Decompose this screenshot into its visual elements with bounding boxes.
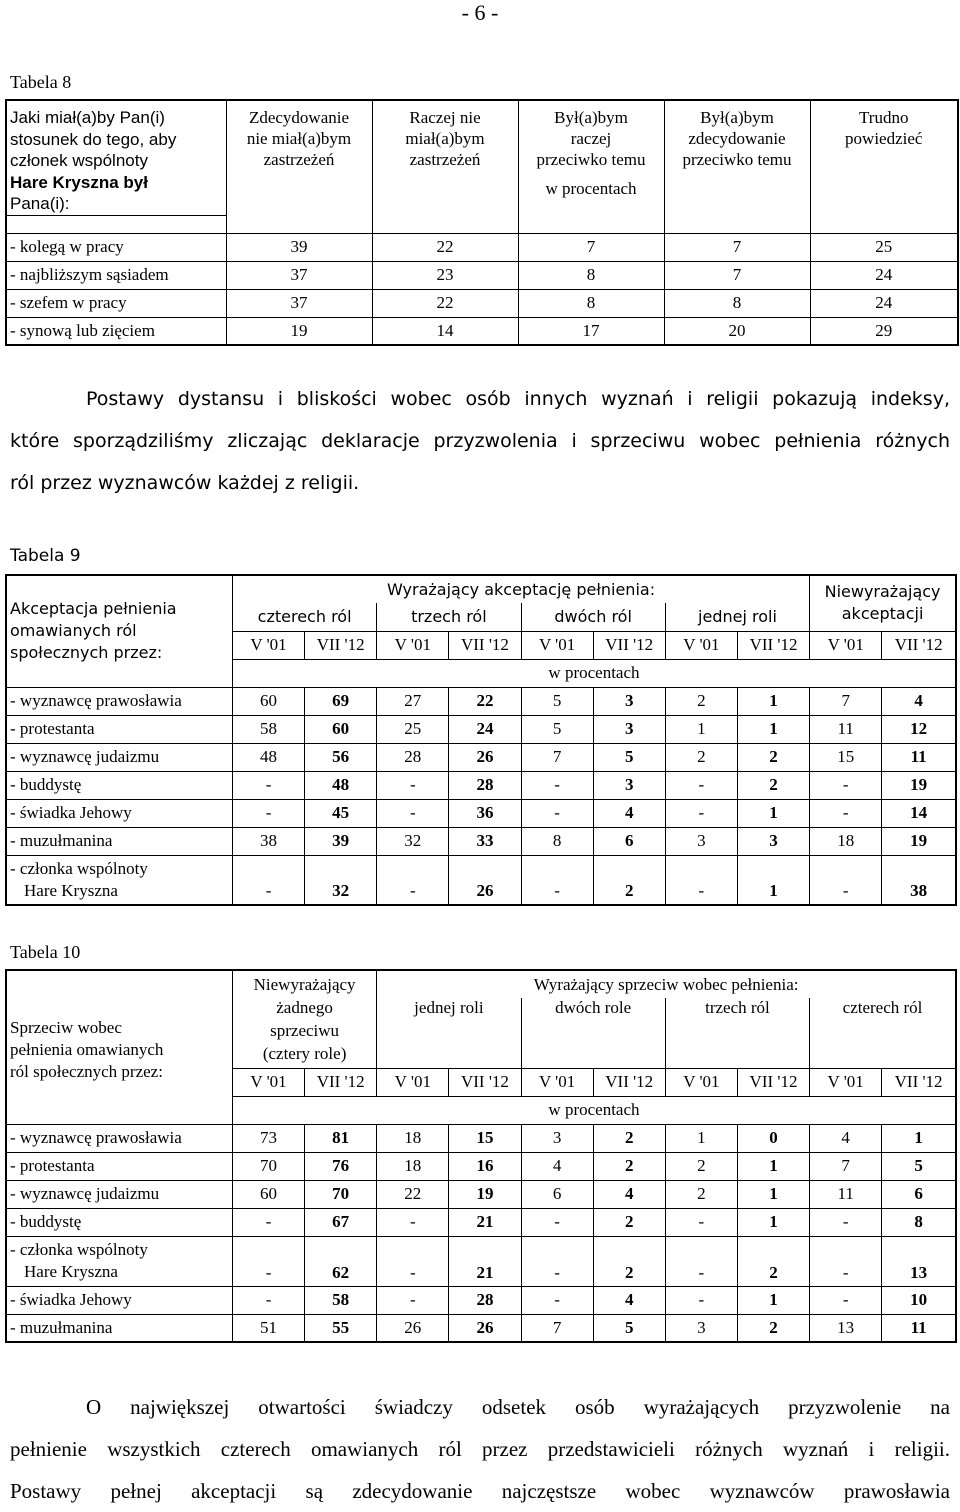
table-cell: 5: [593, 1314, 665, 1342]
table-cell: 24: [810, 289, 958, 317]
paragraph-2: O największej otwartości świadczy odsetek osób wyrażających przyzwolenie na pełnienie wszystkich czterech omawianych ról przez przedstawicieli różnych wyznań i religii. Postawy pełnej akceptacji są zdecydowanie najczęstsze wobec wyznawców prawosławia: [10, 1395, 950, 1503]
table-cell: 36: [449, 799, 521, 827]
table-cell: 21: [449, 1236, 521, 1286]
table-cell: 2: [593, 1152, 665, 1180]
wave-label: VII '12: [449, 1068, 521, 1096]
table-cell: 45: [305, 799, 377, 827]
table10-no-objection-header: Niewyrażający żadnego sprzeciwu (cztery role): [232, 970, 376, 1068]
table-row: [6, 233, 958, 261]
table-cell: 2: [593, 855, 665, 905]
table-row: [6, 1208, 956, 1236]
table10-unit: w procentach: [232, 1096, 956, 1124]
table-cell: -: [377, 1208, 449, 1236]
table-cell: -: [521, 1236, 593, 1286]
table-cell: - szefem w pracy: [6, 289, 226, 317]
table-cell: - wyznawcę judaizmu: [6, 743, 232, 771]
table9-subgroup: dwóch ról: [521, 603, 665, 631]
paragraph-1: Postawy dystansu i bliskości wobec osób innych wyznań i religii pokazują indeksy, które sporządziliśmy zliczając deklaracje przyzwolenia i sprzeciwu wobec pełnienia różnych ról przez wyznawców każdej z religii.: [10, 388, 950, 494]
wave-label: VII '12: [305, 631, 377, 659]
table-cell: 22: [449, 687, 521, 715]
table-cell: 60: [305, 715, 377, 743]
table-row: [6, 1314, 956, 1342]
table-cell: 22: [377, 1180, 449, 1208]
table8-col-header: Raczej nie miał(a)bym zastrzeżeń: [372, 100, 518, 215]
table-cell: - protestanta: [6, 1152, 232, 1180]
table-cell: 3: [737, 827, 809, 855]
table-cell: -: [521, 1286, 593, 1314]
table-cell: 58: [305, 1286, 377, 1314]
wave-label: VII '12: [593, 631, 665, 659]
wave-label: V '01: [377, 631, 449, 659]
wave-label: VII '12: [593, 1068, 665, 1096]
table-cell: 7: [664, 233, 810, 261]
table-cell: 2: [593, 1208, 665, 1236]
table10: [5, 969, 957, 1343]
table-cell: 70: [232, 1152, 304, 1180]
table10-question: Sprzeciw wobec pełnienia omawianych ról społecznych przez:: [6, 970, 232, 1124]
table-cell: -: [377, 1286, 449, 1314]
table8-caption: Tabela 8: [10, 72, 72, 92]
wave-label: VII '12: [882, 631, 956, 659]
table-cell: 32: [377, 827, 449, 855]
table10-group-header: Wyrażający sprzeciw wobec pełnienia:: [533, 974, 799, 994]
table-cell: 1: [737, 1152, 809, 1180]
table-cell: 1: [737, 715, 809, 743]
table-cell: 7: [521, 1314, 593, 1342]
table-cell: 2: [737, 771, 809, 799]
table-cell: 3: [593, 771, 665, 799]
table-cell: -: [665, 1286, 737, 1314]
table-cell: 38: [232, 827, 304, 855]
table-cell: 26: [449, 1314, 521, 1342]
table-cell: -: [665, 1208, 737, 1236]
table-row: [6, 1124, 956, 1152]
table-cell: 51: [232, 1314, 304, 1342]
table-cell: - najbliższym sąsiadem: [6, 261, 226, 289]
table-cell: 7: [810, 687, 882, 715]
table-cell: 2: [593, 1124, 665, 1152]
table-cell: 2: [737, 743, 809, 771]
table-cell: - muzułmanina: [6, 1314, 232, 1342]
table-cell: -: [521, 1208, 593, 1236]
table-cell: 8: [664, 289, 810, 317]
table-cell: 3: [665, 827, 737, 855]
table-cell: 22: [372, 233, 518, 261]
table-cell: 4: [593, 1286, 665, 1314]
table-cell: -: [810, 799, 882, 827]
table-cell: -: [665, 1236, 737, 1286]
wave-label: V '01: [665, 1068, 737, 1096]
table-cell: 11: [810, 1180, 882, 1208]
table8-unit: w procentach: [545, 179, 637, 198]
table-row: [6, 1152, 956, 1180]
table-cell: 1: [737, 1286, 809, 1314]
table-cell: 70: [305, 1180, 377, 1208]
table-cell: 3: [521, 1124, 593, 1152]
table-cell: 29: [875, 320, 893, 340]
table-cell: - muzułmanina: [6, 827, 232, 855]
table9-caption: Tabela 9: [10, 546, 81, 566]
table-cell: 14: [882, 799, 956, 827]
table9-subgroup: trzech ról: [377, 603, 521, 631]
table-cell: 4: [882, 687, 956, 715]
table-cell: 37: [226, 261, 372, 289]
table-cell: 0: [737, 1124, 809, 1152]
table-cell: 39: [305, 827, 377, 855]
table10-caption: Tabela 10: [10, 942, 81, 962]
table-cell: 1: [737, 799, 809, 827]
table-cell: 18: [377, 1124, 449, 1152]
table-cell: 15: [449, 1124, 521, 1152]
table-cell: 3: [665, 1314, 737, 1342]
table-cell: 38: [910, 881, 928, 900]
table-cell: 11: [910, 1317, 927, 1337]
table-cell: 1: [737, 1180, 809, 1208]
table-cell: 60: [232, 687, 304, 715]
table-cell: 11: [882, 743, 956, 771]
table-row: [6, 317, 958, 345]
table-cell: 19: [882, 827, 956, 855]
table-cell: 27: [377, 687, 449, 715]
table10-subgroup: dwóch role: [521, 998, 665, 1068]
table-cell: 8: [518, 289, 664, 317]
table-row: [6, 771, 956, 799]
table-cell: 2: [593, 1236, 665, 1286]
table-cell: 33: [449, 827, 521, 855]
table-cell: -: [810, 1236, 882, 1286]
table-cell: -: [521, 771, 593, 799]
table-cell: 20: [664, 317, 810, 345]
table-cell: 7: [518, 233, 664, 261]
table-cell: 4: [593, 799, 665, 827]
table-cell: 19: [449, 1180, 521, 1208]
table-cell: -: [377, 771, 449, 799]
table-cell: 2: [737, 1314, 809, 1342]
table9-subgroup: jednej roli: [665, 603, 809, 631]
table-cell: 1: [882, 1124, 956, 1152]
table8-col-header: Zdecydowanie nie miał(a)bym zastrzeżeń: [226, 100, 372, 215]
table-cell: -: [232, 1208, 304, 1236]
table-cell: -: [232, 771, 304, 799]
table-cell: 1: [665, 1124, 737, 1152]
table-cell: 39: [226, 233, 372, 261]
table-cell: -: [521, 855, 593, 905]
table-cell: 1: [737, 687, 809, 715]
table10-subgroup: czterech ról: [842, 998, 923, 1017]
table-cell: 6: [521, 1180, 593, 1208]
table-cell: 5: [882, 1152, 956, 1180]
table-cell: 16: [449, 1152, 521, 1180]
table-cell: 3: [593, 715, 665, 743]
table-cell: 37: [226, 289, 372, 317]
table9-no-accept-header: Niewyrażający akceptacji: [824, 582, 941, 624]
table-cell: 8: [518, 261, 664, 289]
table-row: [6, 743, 956, 771]
table-row: [6, 1286, 956, 1314]
table-cell: 25: [377, 715, 449, 743]
table-cell: 56: [305, 743, 377, 771]
table-cell: 22: [372, 289, 518, 317]
table-cell: 28: [449, 1286, 521, 1314]
table-cell: 12: [882, 715, 956, 743]
table-row: [6, 687, 956, 715]
table-cell: 11: [810, 715, 882, 743]
table-cell: 2: [665, 687, 737, 715]
wave-label: VII '12: [737, 1068, 809, 1096]
wave-label: VII '12: [449, 631, 521, 659]
wave-label: VII '12: [737, 631, 809, 659]
table-cell: -: [810, 1208, 882, 1236]
table-cell: 2: [665, 1152, 737, 1180]
table-cell: 3: [593, 687, 665, 715]
table-cell: - wyznawcę prawosławia: [6, 1124, 232, 1152]
table-cell: 10: [882, 1286, 956, 1314]
table-cell: - świadka Jehowy: [6, 799, 232, 827]
wave-label: V '01: [521, 1068, 593, 1096]
table-cell: - świadka Jehowy: [6, 1286, 232, 1314]
table8-col-header: Był(a)bym zdecydowanie przeciwko temu: [664, 100, 810, 215]
table-cell: 73: [232, 1124, 304, 1152]
table-cell: 7: [810, 1152, 882, 1180]
table-cell: -: [810, 771, 882, 799]
table-cell: 13: [882, 1236, 956, 1286]
table-cell: -: [232, 1236, 304, 1286]
table-cell: - buddystę: [6, 1208, 232, 1236]
table-cell: - wyznawcę prawosławia: [6, 687, 232, 715]
table-cell: 48: [232, 743, 304, 771]
table-cell: -: [810, 855, 882, 905]
table-cell: -: [665, 799, 737, 827]
table-cell: 76: [305, 1152, 377, 1180]
table-cell: 24: [810, 261, 958, 289]
table8: [5, 99, 959, 346]
table-cell: -: [377, 1236, 449, 1286]
wave-label: V '01: [665, 631, 737, 659]
table9-unit: w procentach: [232, 659, 956, 687]
table-cell: -: [232, 1286, 304, 1314]
wave-label: VII '12: [882, 1068, 956, 1096]
table-cell: 6: [593, 827, 665, 855]
table9: [5, 574, 957, 906]
table-cell: 1: [665, 715, 737, 743]
table-cell: 26: [377, 1314, 449, 1342]
table-cell: 48: [305, 771, 377, 799]
table-cell: - buddystę: [6, 771, 232, 799]
table-cell: 7: [521, 743, 593, 771]
table-cell: 2: [665, 743, 737, 771]
table-cell: 26: [449, 855, 521, 905]
table-cell: 23: [372, 261, 518, 289]
table-cell: 18: [810, 827, 882, 855]
table-row: [6, 289, 958, 317]
table-cell: 5: [521, 715, 593, 743]
table9-question: Akceptacja pełnienia omawianych ról społecznych przez:: [6, 575, 232, 687]
table-cell: 8: [521, 827, 593, 855]
table-cell: 32: [305, 855, 377, 905]
table-cell: 2: [665, 1180, 737, 1208]
table-cell: - wyznawcę judaizmu: [6, 1180, 232, 1208]
wave-label: V '01: [232, 631, 304, 659]
wave-label: V '01: [521, 631, 593, 659]
table-cell: -: [377, 799, 449, 827]
table-cell: - synową lub zięciem: [6, 317, 226, 345]
table-cell: 13: [810, 1314, 882, 1342]
table-cell: 21: [449, 1208, 521, 1236]
table-row: [6, 799, 956, 827]
table-row: - członka wspólnoty Hare Kryszna - 62 - 21 - 2 - 2 - 13: [6, 1236, 956, 1286]
wave-label: VII '12: [305, 1068, 377, 1096]
table-cell: 1: [737, 1208, 809, 1236]
table-cell: -: [665, 771, 737, 799]
table-cell: 55: [305, 1314, 377, 1342]
wave-label: V '01: [232, 1068, 304, 1096]
table-cell: 19: [882, 771, 956, 799]
table-cell: -: [377, 855, 449, 905]
table-cell: 5: [521, 687, 593, 715]
table-cell: 25: [810, 233, 958, 261]
wave-label: V '01: [810, 1068, 882, 1096]
table-row: [6, 1180, 956, 1208]
table-cell: 4: [521, 1152, 593, 1180]
table-cell: 5: [593, 743, 665, 771]
table-cell: 28: [377, 743, 449, 771]
table-cell: - protestanta: [6, 715, 232, 743]
table-cell: 18: [377, 1152, 449, 1180]
table-row: [6, 715, 956, 743]
table-cell: 28: [449, 771, 521, 799]
table-cell: 69: [305, 687, 377, 715]
table8-col-header: Trudno powiedzieć: [845, 108, 923, 148]
table-cell: 4: [810, 1124, 882, 1152]
table-cell: 67: [305, 1208, 377, 1236]
table-cell: -: [232, 799, 304, 827]
table-cell: 62: [305, 1236, 377, 1286]
table-cell: 7: [664, 261, 810, 289]
table-row: [6, 261, 958, 289]
table-cell: 2: [737, 1236, 809, 1286]
table-cell: -: [810, 1286, 882, 1314]
table-cell: -: [521, 799, 593, 827]
table-cell: 1: [737, 855, 809, 905]
table-cell: 14: [372, 317, 518, 345]
table-cell: 81: [305, 1124, 377, 1152]
table-cell: 8: [882, 1208, 956, 1236]
table-cell: 60: [232, 1180, 304, 1208]
table-cell: -: [232, 855, 304, 905]
table9-group-header: Wyrażający akceptację pełnienia:: [232, 575, 809, 603]
table-cell: -: [665, 855, 737, 905]
table-cell: 15: [810, 743, 882, 771]
wave-label: V '01: [810, 631, 882, 659]
table-cell: 58: [232, 715, 304, 743]
table-cell: 4: [593, 1180, 665, 1208]
table8-question: Jaki miał(a)by Pan(i) stosunek do tego, aby członek wspólnoty Hare Kryszna był Pana(i):: [6, 100, 226, 215]
table-cell: 17: [518, 317, 664, 345]
page-number: - 6 -: [461, 0, 499, 25]
table10-subgroup: jednej roli: [377, 998, 521, 1068]
wave-label: V '01: [377, 1068, 449, 1096]
table-cell: 26: [449, 743, 521, 771]
table-cell: - kolegą w pracy: [6, 233, 226, 261]
table8-col-header: Był(a)bym raczej przeciwko temu w procentach: [518, 100, 664, 215]
table10-subgroup: trzech ról: [665, 998, 809, 1068]
table9-subgroup: czterech ról: [232, 603, 376, 631]
table-cell: 24: [449, 715, 521, 743]
table-cell: 19: [226, 317, 372, 345]
table-row: - członka wspólnoty Hare Kryszna - 32 - 26 - 2 - 1 - 38: [6, 855, 956, 905]
table-row: [6, 827, 956, 855]
table-cell: 6: [882, 1180, 956, 1208]
